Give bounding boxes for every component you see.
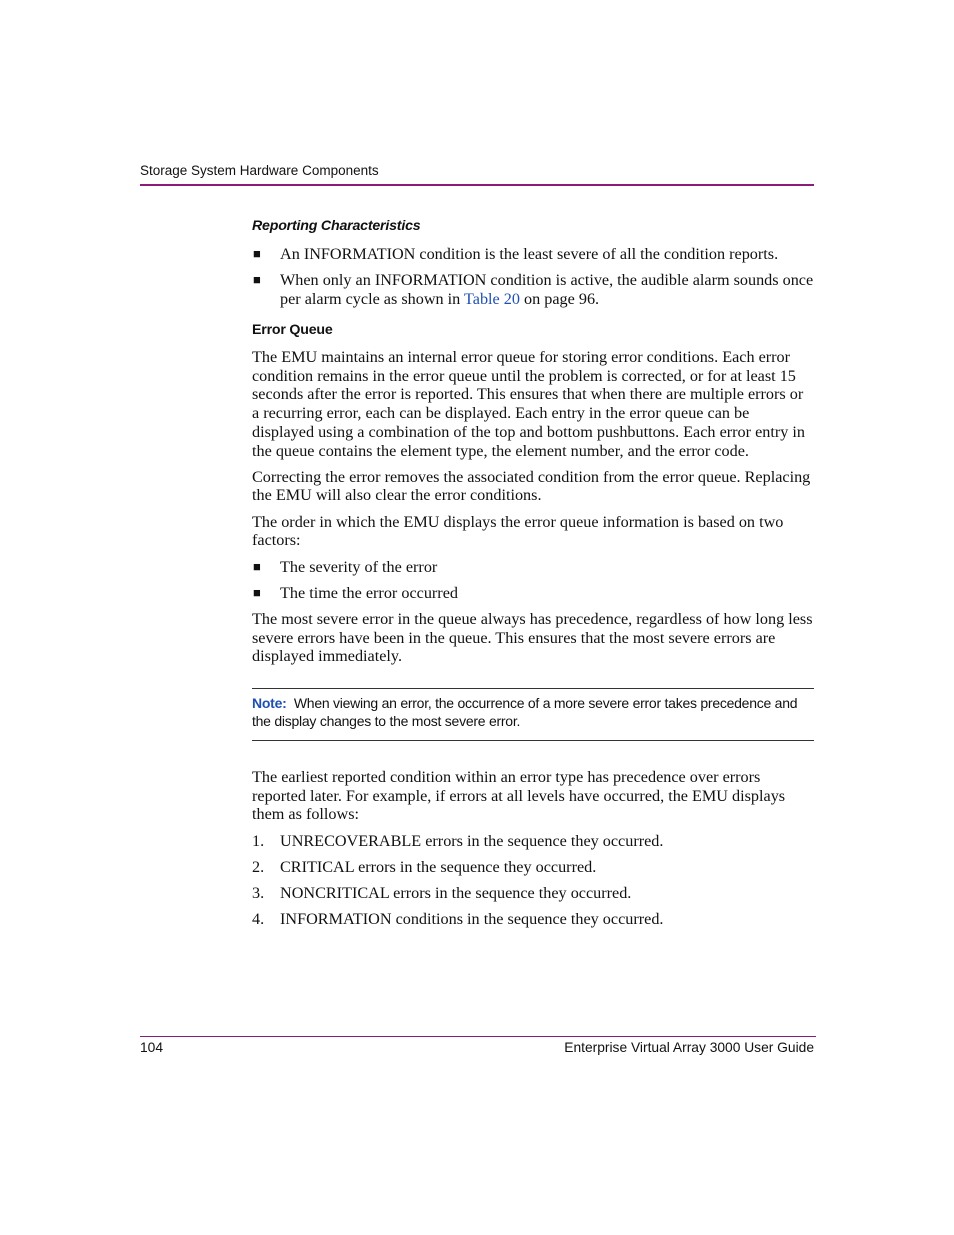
reporting-heading: Reporting Characteristics xyxy=(252,218,421,234)
guide-title: Enterprise Virtual Array 3000 User Guide xyxy=(564,1040,814,1055)
note-text: When viewing an error, the occurrence of a more severe error takes precedence and the display changes to the most severe error. xyxy=(252,695,798,730)
header-rule xyxy=(140,184,814,186)
note-label: Note: xyxy=(252,695,287,712)
list-item: 3. NONCRITICAL errors in the sequence they occurred. xyxy=(252,884,632,903)
table-20-link[interactable]: Table 20 xyxy=(464,289,520,308)
list-item: ■ An INFORMATION condition is the least severe of all the condition reports. xyxy=(253,244,779,263)
list-item: ■ The time the error occurred xyxy=(253,583,458,602)
sequence-list xyxy=(252,832,814,929)
paragraph: The order in which the EMU displays the error queue information is based on two factors: xyxy=(252,512,784,550)
bullet-icon: ■ xyxy=(253,584,261,600)
note-box xyxy=(252,688,814,741)
list-item: ■ The severity of the error xyxy=(253,557,438,576)
paragraph: Correcting the error removes the associated condition from the error queue. Replacing the EMU will also clear the error conditions. xyxy=(252,467,811,505)
running-header: Storage System Hardware Components xyxy=(140,163,379,178)
paragraph: The most severe error in the queue always has precedence, regardless of how long less severe errors have been in the queue. This ensures that the most severe errors are displayed immediately. xyxy=(252,609,813,666)
list-item: 4. INFORMATION conditions in the sequence they occurred. xyxy=(252,910,664,929)
bullet-icon: ■ xyxy=(253,558,261,574)
reporting-list xyxy=(252,245,814,309)
paragraph: The EMU maintains an internal error queue for storing error conditions. Each error condition remains in the error queue until the problem is corrected, or for at least 15 seconds after the error is reported. This ensures that when there are multiple errors or a recurring error, each can be displayed. Each entry in the error queue can be displayed using a combination of the top and bottom pushbuttons. Each error entry in the queue contains the element type, the element number, and the error code. xyxy=(252,348,805,460)
footer-rule xyxy=(140,1036,816,1037)
page-content xyxy=(252,217,814,936)
bullet-icon: ■ xyxy=(253,271,261,287)
error-queue-heading: Error Queue xyxy=(252,322,333,339)
factors-list xyxy=(252,558,814,603)
page-number: 104 xyxy=(140,1040,164,1055)
list-item: 2. CRITICAL errors in the sequence they occurred. xyxy=(252,857,597,876)
bullet-icon: ■ xyxy=(253,245,261,261)
list-item: 1. UNRECOVERABLE errors in the sequence they occurred. xyxy=(252,831,664,850)
list-item: ■ When only an INFORMATION condition is active, the audible alarm sounds once per alarm cycle as shown in Table 20 on page 96. xyxy=(253,270,814,308)
paragraph: The earliest reported condition within an error type has precedence over errors reported later. For example, if errors at all levels have occurred, the EMU displays them as follows: xyxy=(252,768,786,824)
